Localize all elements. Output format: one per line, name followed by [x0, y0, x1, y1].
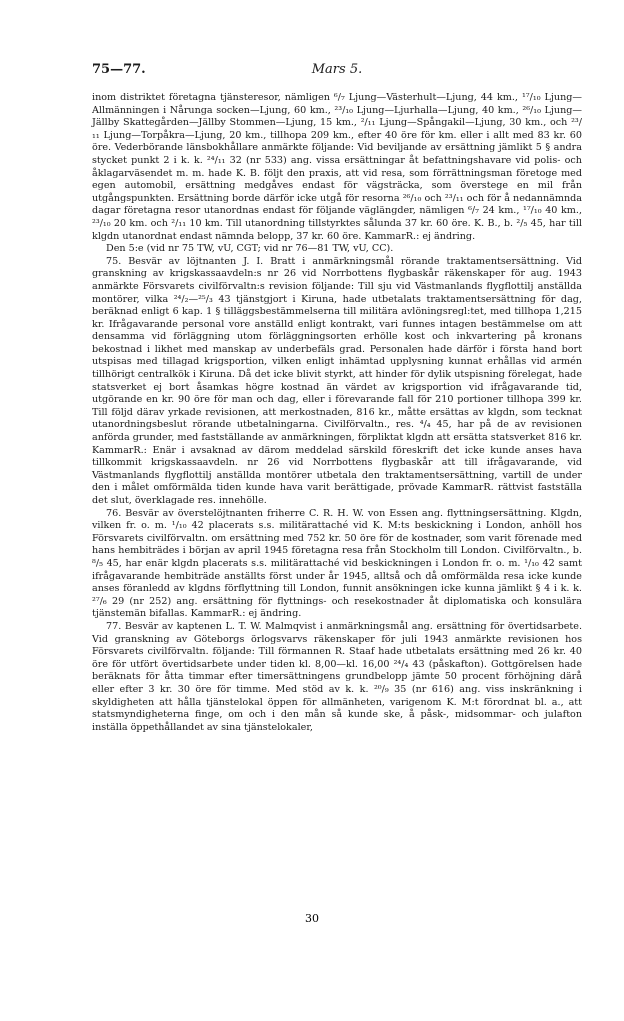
- page-number: 30: [305, 912, 319, 925]
- paragraph-case-75: 75. Besvär av löjtnanten J. I. Bratt i anmärkningsmål rörande traktamentsersättning. Vid granskning av krigskassaavdeln:s nr 26 vid Norrbottens flygbaskår räkenskaper för aug. 1943 anmärkte Försvarets civilförvaltn:s revision följande: Till sju vid Västmanlands flygflottilj anställda montörer, vilka ²⁴/₂—²⁵/₃ 43 tjänstgjort i Kiruna, hade utbetalats traktamentsersättning för dag, beräknad enligt 6 kap. 1 § tilläggsbestämmelserna till militära avlöningsregl:tet, med tillhopa 1,215 kr. Ifrågavarande personal vore anställd enligt kontrakt, vari funnes intagen bestämmelse om att densamma vid förläggning utom förläggningsorten erhölle kost och inkvartering på kronans bekostnad i likhet med manskap av underbefäls grad. Personalen hade därför i första hand bort utspisas med tillagad krigsportion, vilken enligt inhämtad upplysning kunnat erhållas vid armén tillhörigt centralkök i Kiruna. Då det icke blivit styrkt, att hinder för dylik utspisning förelegat, hade statsverket ej bort åsamkas högre kostnad än värdet av krigsportion vid ifrågavarande tid, utgörande en kr. 90 öre för man och dag, eller i förevarande fall för 210 portioner tillhopa 399 kr. Till följd därav yrkade revisionen, att merkostnaden, 816 kr., måtte ersättas av klgdn, som tecknat utanordningsbeslut rörande utbetalningarna. Civilförvaltn., res. ⁴/₄ 45, har på de av revisionen anförda grunder, med fastställande av anmärkningen, förpliktat klgdn att ersätta statsverket 816 kr. KammarR.: Enär i avsaknad av därom meddelad särskild föreskrift det icke kunde anses hava tillkommit krigskassaavdeln. nr 26 vid Norrbottens flygbaskår att till ifrågavarande, vid Västmanlands flygflottilj anställda montörer utbetala den traktamentsersättning, vartill de under den i målet omförmälda tiden kunde hava varit berättigade, prövade KammarR. rättvist fastställa det slut, överklagade res. innehölle.: [92, 255, 582, 506]
- running-header: [92, 62, 582, 84]
- paragraph-continued: inom distriktet företagna tjänsteresor, nämligen ⁶/₇ Ljung—Västerhult—Ljung, 44 km., ¹⁷/₁₀ Ljung—Allmänningen i Nårunga socken—Ljung, 60 km., ²³/₁₀ Ljung—Ljurhalla—Ljung, 40 km., ²⁶/₁₀ Ljung—Jällby Skattegården—Jällby Stommen—Ljung, 15 km., ²/₁₁ Ljung—Spångakil—Ljung, 30 km., och ²³/₁₁ Ljung—Torpåkra—Ljung, 20 km., tillhopa 209 km., efter 40 öre för km. eller i allt med 83 kr. 60 öre. Vederbörande länsbokhållare anmärkte följande: Vid beviljande av ersättning jämlikt 5 § andra stycket punkt 2 i k. k. ²⁴/₁₁ 32 (nr 533) ang. vissa ersättningar åt befattningshavare vid polis- och åklagarväsendet m. m. hade K. B. följt den praxis, att vid resa, som förrättningsman företoge med egen automobil, ersättning medgåves endast för vägsträcka, som överstege en mil från utgångspunkten. Ersättning borde därför icke utgå för resorna ²⁶/₁₀ och ²³/₁₁ och för å nedannämnda dagar företagna resor utanordnas endast för följande väglängder, nämligen ⁶/₇ 24 km., ¹⁷/₁₀ 40 km., ²³/₁₀ 20 km. och ²/₁₁ 10 km. Till utanordning tillstyrktes sålunda 37 kr. 60 öre. K. B., b. ²/₅ 45, har till klgdn utanordnat endast nämnda belopp, 37 kr. 60 öre. KammarR.: ej ändring.: [92, 92, 582, 242]
- body-text: [92, 92, 582, 734]
- header-date: Mars 5.: [311, 62, 363, 77]
- paragraph-case-76: 76. Besvär av överstelöjtnanten friherre C. R. H. W. von Essen ang. flyttningsersättning. Klgdn, vilken fr. o. m. ¹/₁₀ 42 placerats s.s. militärattaché vid K. M:ts beskickning i London, anhöll hos Försvarets civilförvaltn. om ersättning med 752 kr. 50 öre för de kostnader, som varit förenade med hans hembiträdes i början av april 1945 företagna resa från Stockholm till London. Civilförvaltn., b. ⁸/₅ 45, har enär klgdn placerats s.s. militärattaché vid beskickningen i London fr. o. m. ¹/₁₀ 42 samt ifrågavarande hembiträde anställts först under år 1945, alltså och då omförmälda resa icke kunde anses föranledd av klgdns förflyttning till London, funnit ansökningen icke kunna jämlikt § 4 i k. k. ²⁷/₆ 29 (nr 252) ang. ersättning för flyttnings- och resekostnader åt diplomatiska och konsulära tjänstemän bifallas. KammarR.: ej ändring.: [92, 507, 582, 620]
- paragraph-session-date: Den 5:e (vid nr 75 TW, vU, CGT; vid nr 76—81 TW, vU, CC).: [106, 243, 394, 255]
- case-range: 75—77.: [92, 62, 146, 77]
- document-page: [92, 62, 582, 734]
- paragraph-case-77: 77. Besvär av kaptenen L. T. W. Malmqvist i anmärkningsmål ang. ersättning för övertidsarbete. Vid granskning av Göteborgs örlogsvarvs räkenskaper för juli 1943 anmärkte revisionen hos Försvarets civilförvaltn. följande: Till förmannen R. Staaf hade utbetalats ersättning med 26 kr. 40 öre för utfört övertidsarbete under tiden kl. 8,00—kl. 16,00 ²⁴/₄ 43 (påskafton). Gottgörelsen hade beräknats för åtta timmar efter timersättningens grundbelopp jämte 50 procent förhöjning därå eller efter 3 kr. 30 öre för timme. Med stöd av k. k. ²⁰/₉ 35 (nr 616) ang. viss inskränkning i skyldigheten att hålla tjänstelokal öppen för allmänheten, varigenom K. M:t förordnat bl. a., att statsmyndigheterna finge, om och i den mån så kunde ske, å påsk-, midsommar- och julafton inställa öppethållandet av sina tjänstelokaler,: [92, 620, 582, 733]
